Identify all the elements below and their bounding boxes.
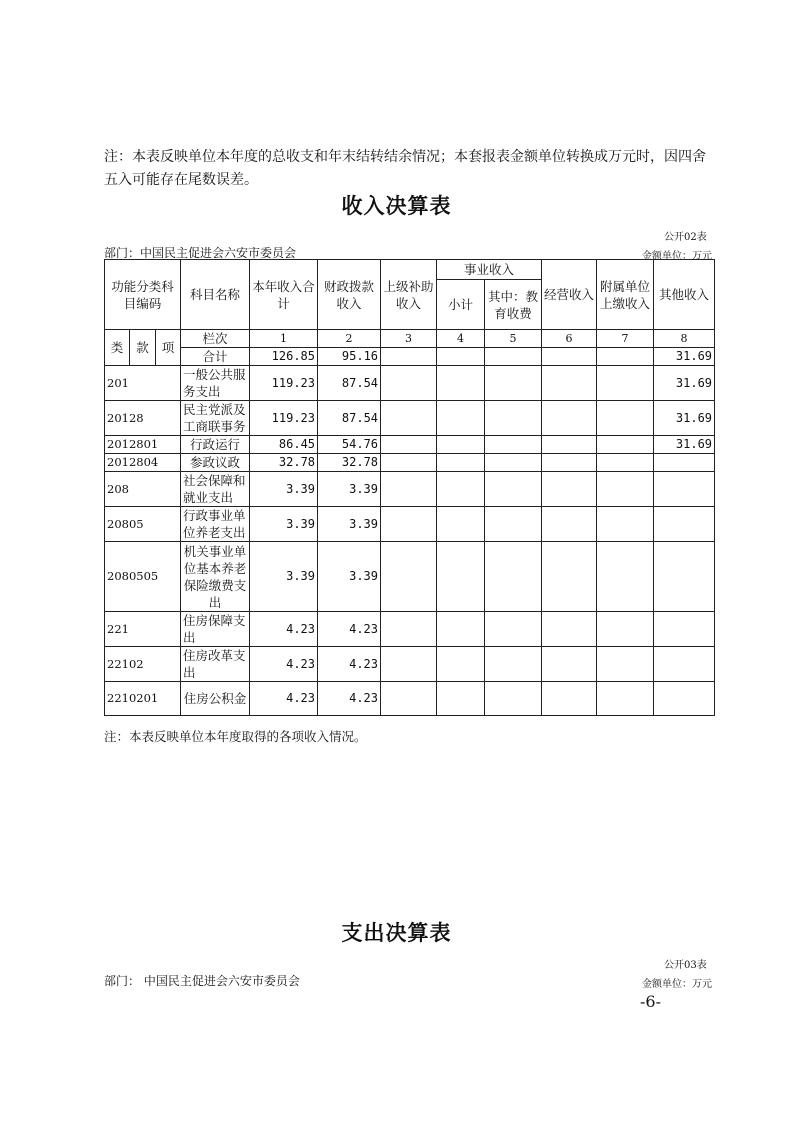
header-kuan: 款 <box>130 330 156 366</box>
total-row <box>105 348 715 366</box>
col-number: 7 <box>597 330 654 348</box>
row-total: 4.23 <box>250 647 318 682</box>
row-code: 2210201 <box>105 682 181 716</box>
income-table-code: 公开02表 <box>664 232 707 243</box>
row-total: 32.78 <box>250 454 318 472</box>
row-name: 住房改革支出 <box>181 647 250 682</box>
table-row <box>105 682 715 716</box>
row-other <box>654 542 715 612</box>
row-total: 119.23 <box>250 366 318 401</box>
row-code: 201 <box>105 366 181 401</box>
row-fiscal: 4.23 <box>318 647 381 682</box>
table-row <box>105 436 715 454</box>
header-fiscal-allocation: 财政拨款收入 <box>318 260 381 330</box>
row-code: 2080505 <box>105 542 181 612</box>
col-number: 3 <box>381 330 437 348</box>
row-name: 参政议政 <box>181 454 250 472</box>
col-number: 6 <box>542 330 597 348</box>
expense-department: 部门： 中国民主促进会六安市委员会 <box>104 974 300 988</box>
table-row <box>105 454 715 472</box>
total-label: 合计 <box>181 348 250 366</box>
expense-unit: 金额单位：万元 <box>642 979 712 990</box>
header-business-income: 事业收入 <box>437 260 542 280</box>
col-number: 4 <box>437 330 485 348</box>
row-name: 一般公共服务支出 <box>181 366 250 401</box>
row-fiscal: 87.54 <box>318 401 381 436</box>
row-fiscal: 4.23 <box>318 612 381 647</box>
top-note: 注：本表反映单位本年度的总收支和年末结转结余情况；本套报表金额单位转换成万元时，因四舍五入可能存在尾数误差。 <box>104 149 706 188</box>
table-row <box>105 542 715 612</box>
total-other-value: 31.69 <box>654 348 715 366</box>
income-note: 注：本表反映单位本年度取得的各项收入情况。 <box>104 729 367 744</box>
row-fiscal: 3.39 <box>318 542 381 612</box>
table-row <box>105 401 715 436</box>
table-row <box>105 472 715 507</box>
row-total: 4.23 <box>250 612 318 647</box>
row-code: 20128 <box>105 401 181 436</box>
col-number: 2 <box>318 330 381 348</box>
row-fiscal: 87.54 <box>318 366 381 401</box>
header-column-label: 栏次 <box>181 330 250 348</box>
row-total: 3.39 <box>250 507 318 542</box>
income-title: 收入决算表 <box>341 193 452 218</box>
row-other: 31.69 <box>654 401 715 436</box>
row-fiscal: 4.23 <box>318 682 381 716</box>
header-operating-income: 经营收入 <box>542 260 597 330</box>
row-other <box>654 472 715 507</box>
col-number: 5 <box>485 330 542 348</box>
row-name: 住房保障支出 <box>181 612 250 647</box>
row-name: 民主党派及工商联事务 <box>181 401 250 436</box>
row-name: 社会保障和就业支出 <box>181 472 250 507</box>
row-code: 22102 <box>105 647 181 682</box>
row-total: 86.45 <box>250 436 318 454</box>
row-other <box>654 454 715 472</box>
table-row <box>105 612 715 647</box>
header-xiang: 项 <box>156 330 181 366</box>
table-row <box>105 647 715 682</box>
row-other <box>654 507 715 542</box>
header-subtotal: 小计 <box>437 280 485 330</box>
income-department: 部门：中国民主促进会六安市委员会 <box>104 246 297 260</box>
row-fiscal: 54.76 <box>318 436 381 454</box>
row-name: 住房公积金 <box>181 682 250 716</box>
header-other-income: 其他收入 <box>654 260 715 330</box>
row-name: 行政事业单位养老支出 <box>181 507 250 542</box>
header-superior-subsidy: 上级补助收入 <box>381 260 437 330</box>
row-name: 行政运行 <box>181 436 250 454</box>
total-fiscal-value: 95.16 <box>318 348 381 366</box>
row-other: 31.69 <box>654 436 715 454</box>
page-number: -6- <box>640 992 661 1011</box>
col-number: 1 <box>250 330 318 348</box>
expense-title: 支出决算表 <box>341 920 452 945</box>
row-other <box>654 647 715 682</box>
table-row <box>105 366 715 401</box>
row-other: 31.69 <box>654 366 715 401</box>
row-total: 4.23 <box>250 682 318 716</box>
row-other <box>654 612 715 647</box>
header-total-income: 本年收入合计 <box>250 260 318 330</box>
row-name: 机关事业单位基本养老保险缴费支出 <box>181 542 250 612</box>
row-code: 20805 <box>105 507 181 542</box>
header-education-fee: 其中：教育收费 <box>485 280 542 330</box>
income-unit: 金额单位：万元 <box>642 251 712 262</box>
row-fiscal: 32.78 <box>318 454 381 472</box>
row-fiscal: 3.39 <box>318 507 381 542</box>
expense-table-code: 公开03表 <box>664 960 707 971</box>
header-lei: 类 <box>105 330 130 366</box>
header-func-code: 功能分类科目编码 <box>105 260 181 330</box>
row-total: 119.23 <box>250 401 318 436</box>
row-other <box>654 682 715 716</box>
row-code: 208 <box>105 472 181 507</box>
row-code: 2012804 <box>105 454 181 472</box>
row-code: 2012801 <box>105 436 181 454</box>
row-total: 3.39 <box>250 472 318 507</box>
row-fiscal: 3.39 <box>318 472 381 507</box>
header-subject-name: 科目名称 <box>181 260 250 330</box>
col-number: 8 <box>654 330 715 348</box>
table-row <box>105 507 715 542</box>
row-code: 221 <box>105 612 181 647</box>
total-income-value: 126.85 <box>250 348 318 366</box>
row-total: 3.39 <box>250 542 318 612</box>
income-table <box>104 259 715 716</box>
header-affiliated-payment: 附属单位上缴收入 <box>597 260 654 330</box>
